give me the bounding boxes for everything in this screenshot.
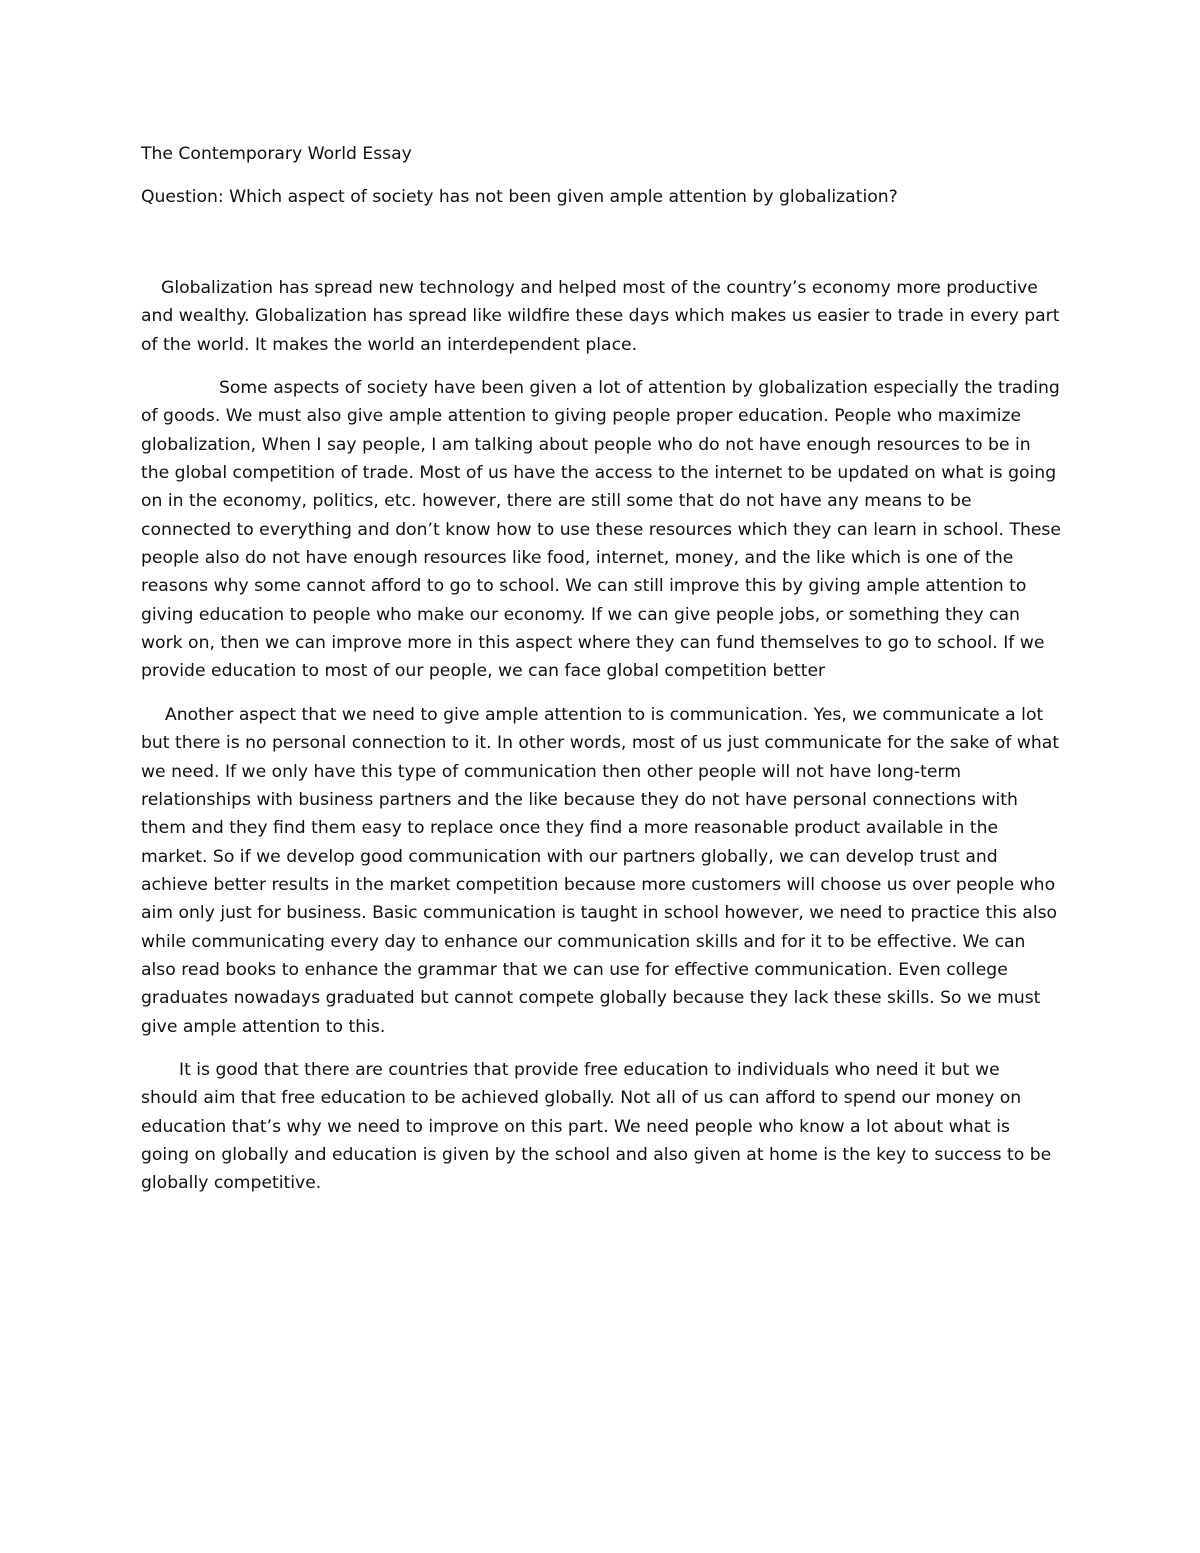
essay-question: Question: Which aspect of society has not been given ample attention by globalization? xyxy=(141,187,898,207)
essay-paragraph-4: It is good that there are countries that provide free education to individuals who need it but we should aim that free education to be achieved globally. Not all of us can afford to spend our money on education that’s why we need to improve on this part. We need people who know a lot about what is going on globally and education is given by the school and also given at home is the key to success to be globally competitive. xyxy=(141,1059,1052,1194)
essay-title: The Contemporary World Essay xyxy=(141,144,412,164)
essay-paragraph-1: Globalization has spread new technology and helped most of the country’s economy more productive and wealthy. Globalization has spread like wildfire these days which makes us easier to trade in every part of the world. It makes the world an interdependent place. xyxy=(141,278,1060,355)
essay-paragraph-2: Some aspects of society have been given a lot of attention by globalization especially the trading of goods. We must also give ample attention to giving people proper education. People who maximize globalization, When I say people, I am talking about people who do not have enough resources to be in the global competition of trade. Most of us have the access to the internet to be updated on what is going on in the economy, politics, etc. however, there are still some that do not have any means to be connected to everything and don’t know how to use these resources which they can learn in school. These people also do not have enough resources like food, internet, money, and the like which is one of the reasons why some cannot afford to go to school. We can still improve this by giving ample attention to giving education to people who make our economy. If we can give people jobs, or something they can work on, then we can improve more in this aspect where they can fund themselves to go to school. If we provide education to most of our people, we can face global competition better xyxy=(141,378,1061,682)
essay-paragraph-3: Another aspect that we need to give ample attention to is communication. Yes, we communicate a lot but there is no personal connection to it. In other words, most of us just communicate for the sake of what we need. If we only have this type of communication then other people will not have long-term relationships with business partners and the like because they do not have personal connections with them and they find them easy to replace once they find a more reasonable product available in the market. So if we develop good communication with our partners globally, we can develop trust and achieve better results in the market competition because more customers will choose us over people who aim only just for business. Basic communication is taught in school however, we need to practice this also while communicating every day to enhance our communication skills and for it to be effective. We can also read books to enhance the grammar that we can use for effective communication. Even college graduates nowadays graduated but cannot compete globally because they lack these skills. So we must give ample attention to this. xyxy=(141,704,1060,1037)
essay-content xyxy=(141,140,1061,1213)
